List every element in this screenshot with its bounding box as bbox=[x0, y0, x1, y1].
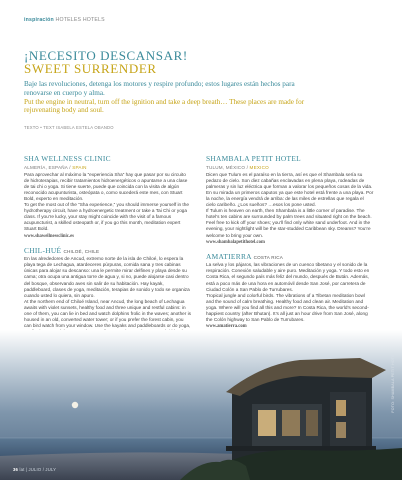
headline-block bbox=[24, 49, 324, 115]
article-url[interactable]: www.shawellnessclinic.es bbox=[24, 233, 75, 239]
page-footer bbox=[13, 467, 56, 472]
article-body-english: At the northern end of Chiloé Island, near Ancud, the long beach of Lechagua awaits with violet sunsets, healthy food and three unique and restful cabins: in one of them, you can lie in bed and watch dolphins frolic in the waves; another is housed in an old, converted water tower; or if you prefer the forest cabin, you can bird watch from your window. Use the kayaks and paddleboards or do yoga, bbox=[24, 298, 192, 329]
page-header bbox=[24, 17, 105, 23]
article-title: SHA WELLNESS CLINIC bbox=[24, 154, 111, 163]
dek-english: Put the engine in neutral, turn off the ignition and take a deep breath… These places are made for rejuvenating body and soul. bbox=[24, 97, 305, 115]
article-body-english: Tropical jungle and colorful birds. The vibrations of a Tibetan meditation bowl and the sound of calm breathing. Healthy food and clean air. Meditation and yoga. Where will you find all this and more? In Costa Rica, the world’s second-happiest country (after Bhutan). It’s all just an hour drive from San José, along the Colón highway to San Pablo de Turrubares. bbox=[206, 292, 369, 323]
article-body-english: To get the most out of the “Sha experience,” you should immerse yourself in the hydrotherapy circuit, have a hydroenergetic treatment or take a Tai Chi or yoga class. If you’re lucky, your stay might coincide with the visit of a famous acupuncturist, a skilled osteopath or, if you go this month, meditation expert Stuart Bold. bbox=[24, 202, 189, 232]
headline-english: SWEET SURRENDER bbox=[24, 61, 157, 76]
title-text: AMATIERRA bbox=[206, 251, 252, 261]
category-label: HOTELS bbox=[82, 17, 105, 23]
location-spanish: ALMERÍA, ESPAÑA bbox=[24, 164, 68, 170]
article-body-spanish: Dicen que Tulum es el paraíso en la tierra, así es que el Shambala sería su pedazo de cielo. Son diez cabañas enclavadas en plena playa, rodeadas de palmeras y sin luz eléctrica que forman a valorar los pequeños cosas de la vida. En su mirada un primeros caputos ya que este hotel está frente a una playa. Por la noche, la energía vendrá de arriba: de las miles de estrellas que regala el cielo caribeño. ¿Los sueños? …esos los pone usted. bbox=[206, 171, 374, 208]
moon-icon bbox=[72, 402, 78, 408]
title-location: COSTA RICA bbox=[253, 254, 284, 260]
subsection-label: HOTELES bbox=[55, 17, 82, 23]
magazine-issue: lat | JULIO / JULY bbox=[19, 467, 57, 472]
left-column bbox=[24, 155, 192, 349]
dek-spanish: Baje las revoluciones, detenga los motores y respire profundo; estos lugares están hechos para renovarse en cuerpo y alma. bbox=[24, 80, 295, 97]
article-title bbox=[206, 253, 374, 263]
article-location: ALMERÍA, ESPAÑA / SPAIN bbox=[24, 164, 87, 170]
author-credits: TEXTO • TEXT ISABELA ESTELA OBANDO bbox=[24, 125, 114, 130]
hero-photo bbox=[0, 330, 402, 480]
photo-credit: FOTO: SHAMBALA PETIT HOTEL bbox=[391, 352, 395, 413]
title-text: CHIL-HUÉ bbox=[24, 245, 62, 255]
location-spanish: TULUM, MÉXICO bbox=[206, 164, 246, 170]
section-label: inspiración bbox=[24, 17, 54, 23]
location-english: SPAIN bbox=[72, 164, 87, 170]
article-url[interactable]: www.amatierra.com bbox=[206, 324, 247, 330]
article-url[interactable]: www.shambalapetithotel.com bbox=[206, 239, 265, 245]
page-number: 36 bbox=[13, 467, 19, 472]
article-body-spanish: Para aprovechar al máximo la “experiencia Sha” hay que pasar por su circuito de hidroterapias, recibir tratamientos hidroenergéticos o apuntarse a una clase de tai chi o yoga. Si tiene suerte, puede que coincida con la visita de algún reconocido acupunturista, osteópata o, como sucederá este mes, con Stuart Bold, experto en meditación. bbox=[24, 171, 188, 201]
article-body-spanish: En las alrededores de Ancud, extremo norte de la isla de Chiloé, lo espera la playa tega de Lechagua, atardeceres púrpuras, comida sana y tres cabinas únicas para alojar su descanso: una le permite mirar delfines y playa desde su cama; otra ocupa una antigua torre de agua y, si no, puede alojarse casi dentro del bosque, observando aves sin salir de su habitación. Hay kayak, paddleboard, clases de yoga, meditación, terapias de sonido y todo se organiza cuando usted lo quiera, sin apuro. bbox=[24, 256, 190, 298]
article-body-spanish: La selva y los pájaros, las vibraciones de un cuenco tibetano y el sonido de la respiración. Conexión saludable y aire puro. Meditación y yoga. Y todo esto en Costa Rica, el segundo país más feliz del mundo, después de Bután. Además, está a poco más de una hora en automóvil desde San José, por carretera de Ciudad Colón a San Pablo de Turrubares. bbox=[206, 262, 370, 292]
headline-spanish: ¡NECESITO DESCANSAR! bbox=[24, 48, 188, 63]
article-amatierra bbox=[206, 253, 374, 331]
article-shambala bbox=[206, 155, 374, 246]
location-english: MEXICO bbox=[249, 164, 269, 170]
dusk-beach-scene bbox=[0, 330, 402, 480]
article-location: TULUM, MÉXICO / MEXICO bbox=[206, 164, 269, 170]
article-body-english: If Tulum is heaven on earth, then Shambala is a little corner of paradise. The hotel’s ten cabins are surrounded by palm trees and situated right on the beach. Feel free to kick off your shoes; you’ll find only white sand underfoot. And in the evening, your nightlight will be the star-studded Caribbean sky. Dreams? You’re welcome to bring your own. bbox=[206, 208, 372, 238]
right-column bbox=[206, 155, 374, 330]
article-title bbox=[24, 247, 192, 257]
title-location: CHILOÉ, CHILE bbox=[63, 248, 100, 254]
article-title: SHAMBALA PETIT HOTEL bbox=[206, 154, 301, 163]
article-sha bbox=[24, 155, 192, 240]
